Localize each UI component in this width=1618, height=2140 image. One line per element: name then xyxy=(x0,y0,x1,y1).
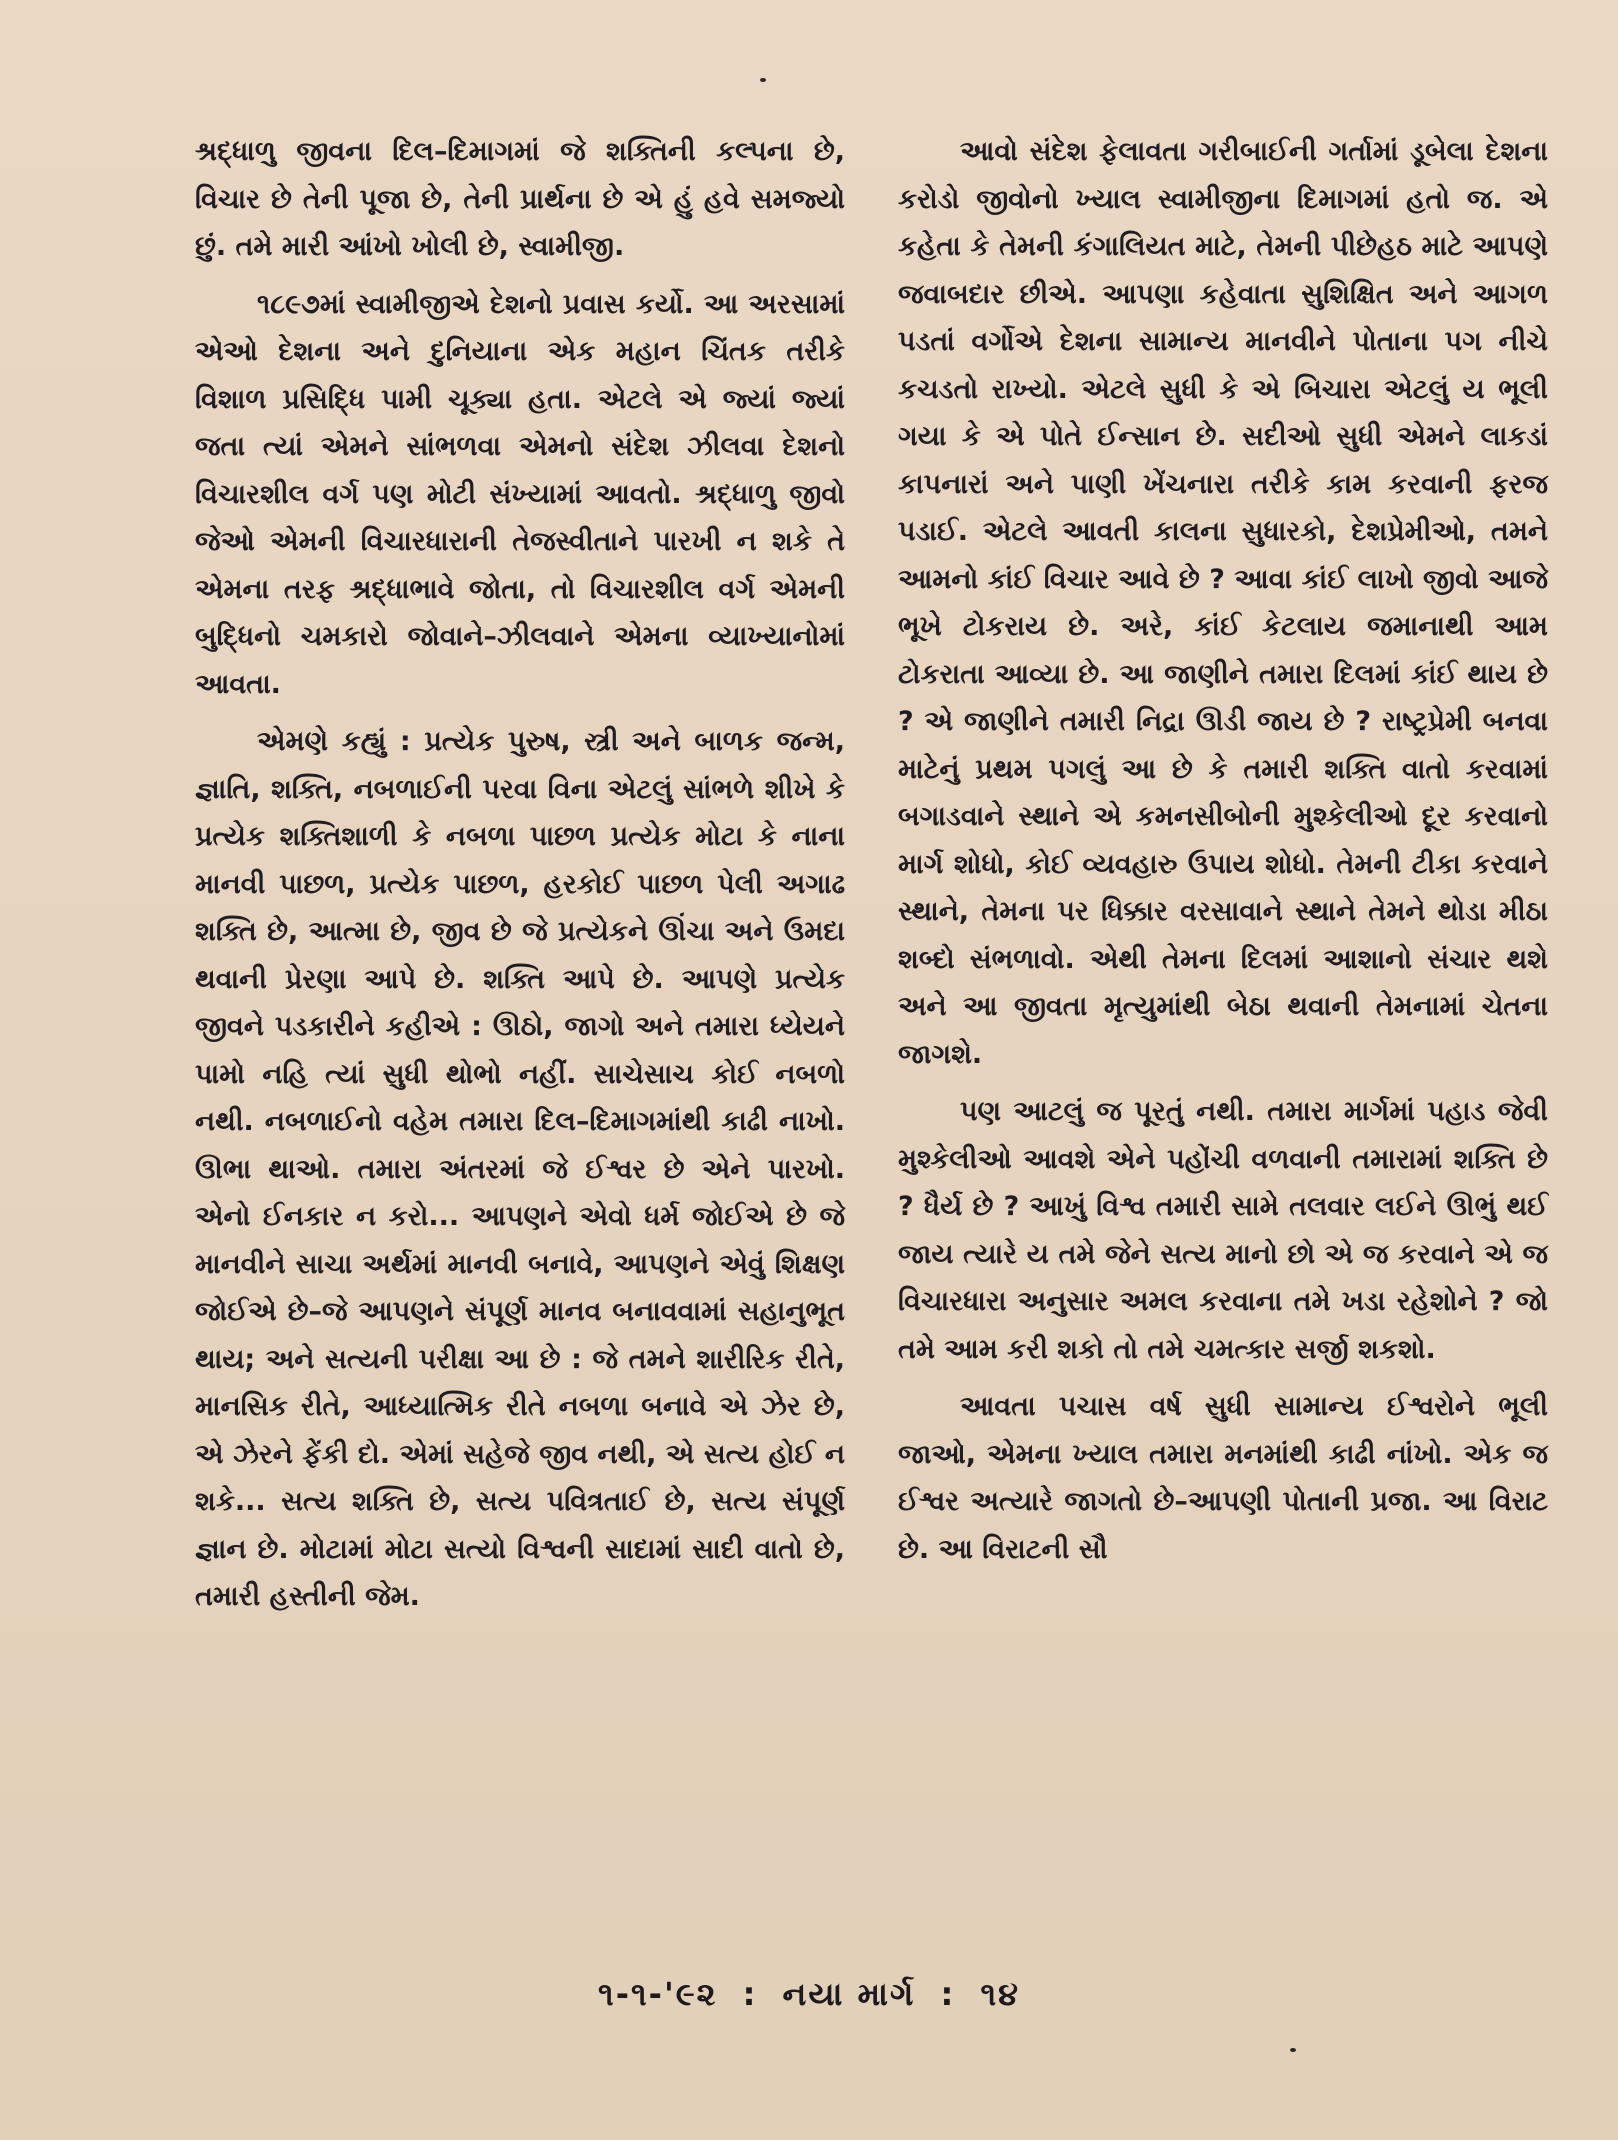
right-paragraph-3: આવતા પચાસ વર્ષ સુધી સામાન્ય ઈશ્વરોને ભૂલી જાઓ, એમના ખ્યાલ તમારા મનમાંથી કાઢી નાંખો. એક જ ઈશ્વર અત્યારે જાગતો છે–આપણી પોતાની પ્રજા. આ વિરાટ છે. આ વિરાટની સૌ xyxy=(898,1391,1548,1565)
right-paragraph-2: પણ આટલું જ પૂરતું નથી. તમારા માર્ગમાં પહાડ જેવી મુશ્કેલીઓ આવશે એને પહોંચી વળવાની તમારામાં શક્તિ છે ? ધૈર્ય છે ? આખું વિશ્વ તમારી સામે તલવાર લઈને ઊભું થઈ જાય ત્યારે ય તમે જેને સત્ય માનો છો એ જ કરવાને એ જ વિચારધારા અનુસાર અમલ કરવાના તમે ખડા રહેશોને ? જો તમે આમ કરી શકો તો તમે ચમત્કાર સર્જી શકશો. xyxy=(898,1096,1548,1365)
right-paragraph-1: આવો સંદેશ ફેલાવતા ગરીબાઈની ગર્તામાં ડૂબેલા દેશના કરોડો જીવોનો ખ્યાલ સ્વામીજીના દિમાગમાં હતો જ. એ કહેતા કે તેમની કંગાલિયત માટે, તેમની પીછેહઠ માટે આપણે જવાબદાર છીએ. આપણા કહેવાતા સુશિક્ષિત અને આગળ પડતાં વર્ગોએ દેશના સામાન્ય માનવીને પોતાના પગ નીચે કચડતો રાખ્યો. એટલે સુધી કે એ બિચારા એટલું ય ભૂલી ગયા કે એ પોતે ઈન્સાન છે. સદીઓ સુધી એમને લાકડાં કાપનારાં અને પાણી ખેંચનારા તરીકે કામ કરવાની ફરજ પડાઈ. એટલે આવતી કાલના સુધારકો, દેશપ્રેમીઓ, તમને આમનો કાંઈ વિચાર આવે છે ? આવા કાંઈ લાખો જીવો આજે ભૂખે ટોકરાય છે. અરે, કાંઈ કેટલાય જમાનાથી આમ ટોકરાતા આવ્યા છે. આ જાણીને તમારા દિલમાં કાંઈ થાય છે ? એ જાણીને તમારી નિદ્રા ઊડી જાય છે ? રાષ્ટ્રપ્રેમી બનવા માટેનું પ્રથમ પગલું આ છે કે તમારી શક્તિ વાતો કરવામાં બગાડવાને સ્થાને એ કમનસીબોની મુશ્કેલીઓ દૂર કરવાનો માર્ગ શોધો, કોઈ વ્યવહારુ ઉપાય શોધો. તેમની ટીકા કરવાને સ્થાને, તેમના પર ધિક્કાર વરસાવાને સ્થાને તેમને થોડા મીઠા શબ્દો સંભળાવો. એથી તેમના દિલમાં આશાનો સંચાર થશે અને આ જીવતા મૃત્યુમાંથી બેઠા થવાની તેમનામાં ચેતના જાગશે. xyxy=(898,136,1548,1070)
paper-speck xyxy=(1290,2048,1296,2052)
left-column xyxy=(195,128,845,1631)
footer-page-number: ૧૪ xyxy=(980,1975,1020,2013)
left-paragraph-1: શ્રદ્ધાળુ જીવના દિલ–દિમાગમાં જે શક્તિની કલ્પના છે, વિચાર છે તેની પૂજા છે, તેની પ્રાર્થના છે એ હું હવે સમજ્યો છું. તમે મારી આંખો ખોલી છે, સ્વામીજી. xyxy=(195,136,845,262)
page-footer xyxy=(0,1975,1618,2014)
paper-speck xyxy=(760,78,766,82)
footer-separator: : xyxy=(742,1975,758,2013)
footer-magazine-name: નયા માર્ગ xyxy=(782,1975,916,2013)
left-paragraph-3: એમણે કહ્યું : પ્રત્યેક પુરુષ, સ્ત્રી અને બાળક જન્મ, જ્ઞાતિ, શક્તિ, નબળાઈની પરવા વિના એટલું સાંભળે શીખે કે પ્રત્યેક શક્તિશાળી કે નબળા પાછળ પ્રત્યેક મોટા કે નાના માનવી પાછળ, પ્રત્યેક પાછળ, હરકોઈ પાછળ પેલી અગાઢ શક્તિ છે, આત્મા છે, જીવ છે જે પ્રત્યેકને ઊંચા અને ઉમદા થવાની પ્રેરણા આપે છે. શક્તિ આપે છે. આપણે પ્રત્યેક જીવને પડકારીને કહીએ : ઊઠો, જાગો અને તમારા ધ્યેયને પામો નહિ ત્યાં સુધી થોભો નહીં. સાચેસાચ કોઈ નબળો નથી. નબળાઈનો વહેમ તમારા દિલ–દિમાગમાંથી કાઢી નાખો. ઊભા થાઓ. તમારા અંતરમાં જે ઈશ્વર છે એને પારખો. એનો ઈનકાર ન કરો... આપણને એવો ધર્મ જોઈએ છે જે માનવીને સાચા અર્થમાં માનવી બનાવે, આપણને એવું શિક્ષણ જોઈએ છે–જે આપણને સંપૂર્ણ માનવ બનાવવામાં સહાનુભૂત થાય; અને સત્યની પરીક્ષા આ છે : જે તમને શારીરિક રીતે, માનસિક રીતે, આધ્યાત્મિક રીતે નબળા બનાવે એ ઝેર છે, એ ઝેરને ફેંકી દો. એમાં સહેજે જીવ નથી, એ સત્ય હોઈ ન શકે... સત્ય શક્તિ છે, સત્ય પવિત્રતાઈ છે, સત્ય સંપૂર્ણ જ્ઞાન છે. મોટામાં મોટા સત્યો વિશ્વની સાદામાં સાદી વાતો છે, તમારી હસ્તીની જેમ. xyxy=(195,726,845,1612)
footer-date: ૧-૧-'૯૨ xyxy=(598,1975,718,2013)
right-column xyxy=(898,128,1548,1583)
footer-separator: : xyxy=(940,1975,956,2013)
left-paragraph-2: ૧૮૯૭માં સ્વામીજીએ દેશનો પ્રવાસ કર્યો. આ અરસામાં એઓ દેશના અને દુનિયાના એક મહાન ચિંતક તરીકે વિશાળ પ્રસિદ્ધિ પામી ચૂક્યા હતા. એટલે એ જ્યાં જ્યાં જતા ત્યાં એમને સાંભળવા એમનો સંદેશ ઝીલવા દેશનો વિચારશીલ વર્ગ પણ મોટી સંખ્યામાં આવતો. શ્રદ્ધાળુ જીવો જેઓ એમની વિચારધારાની તેજસ્વીતાને પારખી ન શકે તે એમના તરફ શ્રદ્ધાભાવે જોતા, તો વિચારશીલ વર્ગ એમની બુદ્ધિનો ચમકારો જોવાને–ઝીલવાને એમના વ્યાખ્યાનોમાં આવતા. xyxy=(195,288,845,700)
